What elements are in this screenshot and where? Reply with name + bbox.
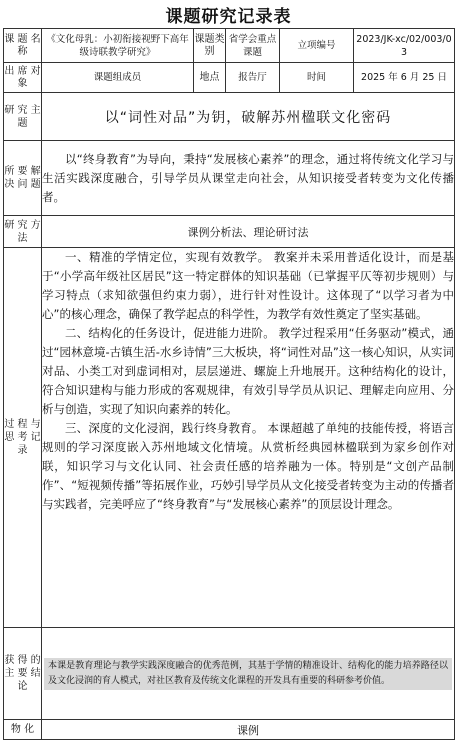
problem-value: 以“终身教育”为导向，秉持“发展核心素养”的理念，通过将传统文化学习与生活实践深度融合，引导学员从课堂走向社会，从知识接受者转变为文化传播者。 [42,151,454,204]
project-no-value: 2023/JK-xc/02/003/03 [354,29,455,63]
method-label: 研 究 方 法 [4,216,42,248]
process-paragraph-1: 一、精准的学情定位，实现有效教学。 教案并未采用普适化设计，而是基于“小学高年级社区居民”这一特定群体的知识基础（已掌握平仄等初步规则）与学习特点（求知欲强但约束力弱），进行针对性设计。这体现了“以学习者为中心”的核心理念，确保了教学起点的科学性，为教学有效性奠定了坚实基础。 [42,250,454,321]
process-row [4,248,455,628]
research-topic-row [4,93,455,141]
product-label: 物 化 [4,720,42,740]
problem-cell [42,141,455,216]
record-table [3,28,455,740]
conclusion-row [4,628,455,720]
research-topic-value: 以“词性对品”为钥，破解苏州楹联文化密码 [42,93,455,141]
page-title: 课题研究记录表 [165,7,292,27]
time-value: 2025 年 6 月 25 日 [354,63,455,93]
conclusion-cell [42,628,455,720]
attendees-value: 课题组成员 [42,63,194,93]
project-no-label: 立项编号 [280,29,354,63]
product-value: 课例 [42,720,455,740]
conclusion-label: 获 得 的 主 要 结 论 [4,628,42,720]
conclusion-value: 本课是教育理论与教学实践深度融合的优秀范例，其基于学情的精准设计、结构化的能力培养路径以及文化浸润的育人模式，对社区教育及传统文化课程的开发具有重要的科研参考价值。 [44,658,452,690]
location-value: 报告厅 [226,63,280,93]
topic-type-value: 省学会重点课题 [226,29,280,63]
topic-name-label: 课 题 名 称 [4,29,42,63]
method-row [4,216,455,248]
process-label: 过 程 与 思 考 记 录 [4,248,42,628]
product-row [4,720,455,740]
topic-type-label: 课题类别 [194,29,226,63]
method-value: 课例分析法、理论研讨法 [42,216,455,248]
topic-name-row [4,29,455,63]
attendees-label: 出 席 对 象 [4,63,42,93]
process-paragraph-2: 二、结构化的任务设计，促进能力进阶。 教学过程采用“任务驱动”模式，通过“园林意境-古镇生活-水乡诗情”三大板块，将“词性对品”这一核心知识，从实词对品、小类工对到虚词相对，层层递进、螺旋上升地展开。这种结构化的设计，符合知识建构与能力形成的客观规律，有效引导学员从识记、理解走向应用、分析与创造，实现了知识向素养的转化。 [42,326,454,416]
topic-name-value: 《文化母乳：小初衔接视野下高年级诗联教学研究》 [42,29,194,63]
attendees-row [4,63,455,93]
problem-row [4,141,455,216]
research-topic-label: 研 究 主 题 [4,93,42,141]
problem-label: 所 要 解 决 问 题 [4,141,42,216]
location-label: 地点 [194,63,226,93]
process-cell [42,248,455,628]
process-paragraph-3: 三、深度的文化浸润，践行终身教育。 本课超越了单纯的技能传授，将语言规则的学习深度嵌入苏州地域文化情境。从赏析经典园林楹联到为家乡创作对联，知识学习与文化认同、社会责任感的培养融为一体。特别是“文创产品制作”、“短视频传播”等拓展作业，巧妙引导学员从文化接受者转变为主动的传播者与实践者，完美呼应了“终身教育”与“发展核心素养”的顶层设计理念。 [42,421,454,511]
time-label: 时间 [280,63,354,93]
